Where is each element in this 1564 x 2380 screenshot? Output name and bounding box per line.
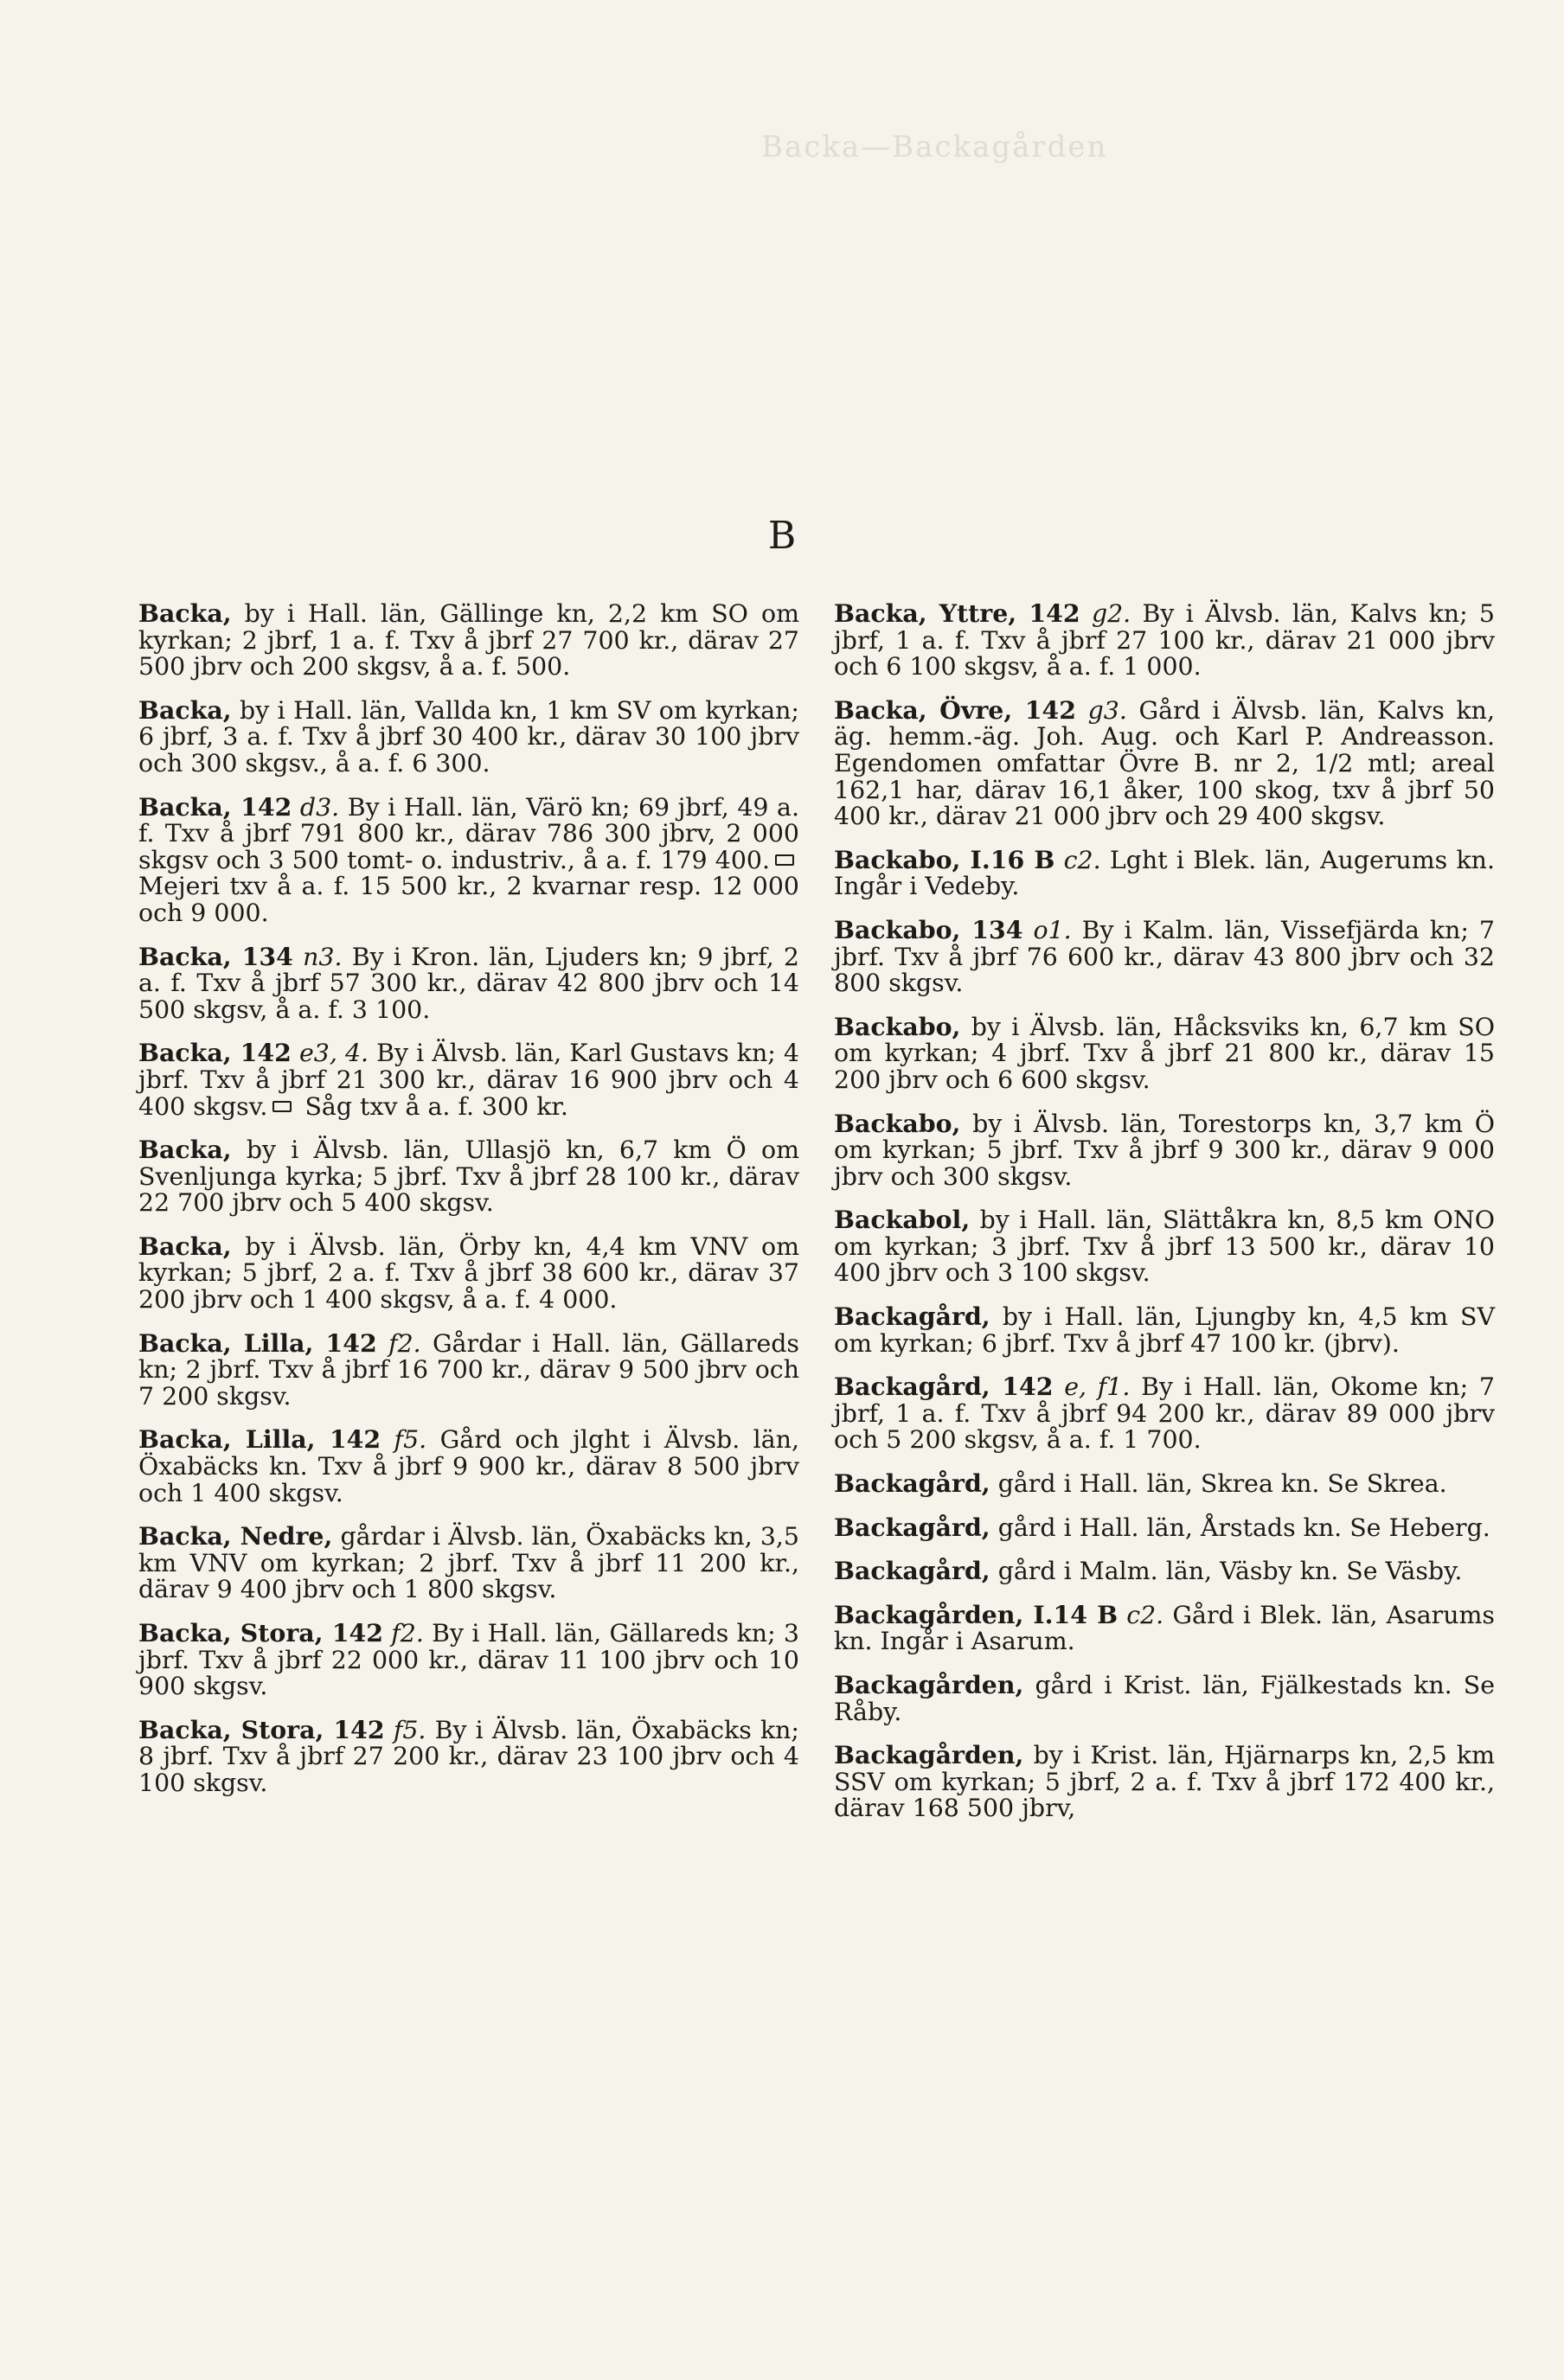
entry-headword: Backa, 142 [138,1038,292,1068]
entry-headword: Backabo, 134 [834,914,1023,944]
entry-text: By i Kalm. län, Vissefjärda kn; 7 jbrf. Txv å jbrf 76 600 kr., därav 43 800 jbrv och 32 800 skgsv. [834,915,1495,998]
entry-headword: Backagården, [834,1670,1024,1699]
entry-text: By i Kron. län, Ljuders kn; 9 jbrf, 2 a. f. Txv å jbrf 57 300 kr., därav 42 800 jbrv och 14 500 skgsv, å a. f. 3 100. [138,942,799,1024]
dictionary-entry [834,1470,1495,1498]
entry-headword: Backabo, [834,1011,961,1041]
right-column [834,600,1495,1839]
entry-text: by i Älvsb. län, Håcksviks kn, 6,7 km SO om kyrkan; 4 jbrf. Txv å jbrf 21 800 kr., därav 15 200 jbrv och 6 600 skgsv. [834,1012,1495,1094]
map-reference: g3. [1075,695,1127,725]
entry-headword: Backagården, [834,1740,1024,1770]
entry-headword: Backa, [138,694,232,725]
entry-headword: Backa, 142 [138,791,292,822]
map-reference: n3. [292,942,343,971]
dictionary-entry [834,1672,1495,1725]
entry-headword: Backa, [138,1135,232,1165]
map-reference: e3, 4. [291,1039,369,1068]
map-reference: c2. [1054,845,1101,874]
dictionary-entry [834,914,1495,998]
entry-headword: Backagården, I.14 B [834,1599,1119,1629]
entry-headword: Backa, Lilla, 142 [138,1424,381,1455]
dictionary-entry [138,1136,799,1217]
dictionary-entry [834,600,1495,681]
dictionary-entry [138,1426,799,1507]
dictionary-entry [834,694,1495,831]
entry-headword: Backa, Lilla, 142 [138,1328,377,1358]
dictionary-entry [138,1523,799,1603]
entry-headword: Backa, Nedre, [138,1521,333,1551]
entry-text: by i Älvsb. län, Ullasjö kn, 6,7 km Ö om Svenljunga kyrka; 5 jbrf. Txv å jbrf 28 100 kr., därav 22 700 jbrv och 5 400 skgsv. [138,1136,799,1218]
dictionary-entry [834,1742,1495,1822]
section-letter: B [767,514,797,558]
dictionary-entry [138,1620,799,1700]
entry-headword: Backa, 134 [138,941,293,971]
entry-text: Gård och jlght i Älvsb. län, Öxabäcks kn. Txv å jbrf 9 900 kr., därav 8 500 jbrv och 1 400 skgsv. [138,1425,799,1507]
dictionary-entry [834,1373,1495,1454]
entry-headword: Backa, Stora, 142 [138,1714,385,1744]
entry-text: By i Älvsb. län, Öxabäcks kn; 8 jbrf. Txv å jbrf 27 200 kr., därav 23 100 jbrv och 4 100 skgsv. [138,1715,800,1797]
entry-text: gård i Hall. län, Årstads kn. Se Heberg. [990,1513,1490,1542]
dictionary-entry [834,1206,1495,1287]
entry-text: by i Älvsb. län, Örby kn, 4,4 km VNV om kyrkan; 5 jbrf, 2 a. f. Txv å jbrf 38 600 kr., därav 37 200 jbrv och 1 400 skgsv, å a. f. 4 000. [138,1232,799,1315]
dictionary-entry [834,1110,1495,1191]
entry-text: by i Hall. län, Ljungby kn, 4,5 km SV om kyrkan; 6 jbrf. Txv å jbrf 47 100 kr. (jbrv). [834,1302,1495,1358]
dictionary-entry [138,694,799,777]
entry-text: by i Krist. län, Hjärnarps kn, 2,5 km SSV om kyrkan; 5 jbrf, 2 a. f. Txv å jbrf 172 400 kr., därav 168 500 jbrv, [834,1741,1495,1823]
dictionary-entry [834,844,1495,901]
map-reference: o1. [1022,915,1072,944]
left-column [138,600,799,1814]
entry-text: gårdar i Älvsb. län, Öxabäcks kn, 3,5 km VNV om kyrkan; 2 jbrf. Txv å jbrf 11 200 kr., därav 9 400 jbrv och 1 800 skgsv. [138,1522,799,1604]
entry-text: Gårdar i Hall. län, Gällareds kn; 2 jbrf. Txv å jbrf 16 700 kr., därav 9 500 jbrv och 7 200 skgsv. [138,1328,800,1411]
dictionary-entry [138,1233,799,1314]
map-reference: e, f1. [1053,1372,1131,1402]
entry-text: Gård i Älvsb. län, Kalvs kn, äg. hemm.-äg. Joh. Aug. och Karl P. Andreasson. Egendomen omfattar Övre B. nr 2, 1/2 mtl; areal 162,1 har, därav 16,1 åker, 100 skog, txv å jbrf 50 400 kr., därav 21 000 jbrv och 29 400 skgsv. [834,695,1495,831]
entry-text: by i Hall. län, Gällinge kn, 2,2 km SO om kyrkan; 2 jbrf, 1 a. f. Txv å jbrf 27 700 kr., därav 27 500 jbrv och 200 skgsv, å a. f. 500. [138,599,799,681]
entry-headword: Backa, Övre, 142 [834,694,1076,725]
entry-text: gård i Krist. län, Fjälkestads kn. Se Råby. [834,1671,1495,1726]
entry-headword: Backabo, I.16 B [834,844,1055,874]
entry-text: By i Älvsb. län, Karl Gustavs kn; 4 jbrf. Txv å jbrf 21 300 kr., därav 16 900 jbrv och 4 400 skgsv. [138,1039,799,1121]
dictionary-entry [138,1040,799,1120]
industry-symbol-icon [272,1101,292,1112]
entry-text: Gård i Blek. län, Asarums kn. Ingår i Asarum. [834,1600,1496,1656]
dictionary-entry [138,1330,799,1411]
faint-bleed-through-header [0,121,1564,259]
entry-headword: Backa, [138,598,232,628]
industry-symbol-icon [775,854,794,866]
dictionary-entry [834,1514,1495,1542]
entry-headword: Backa, Stora, 142 [138,1618,383,1647]
entry-text: by i Hall. län, Slättåkra kn, 8,5 km ONO om kyrkan; 3 jbrf. Txv å jbrf 13 500 kr., därav 10 400 jbrv och 3 100 skgsv. [834,1206,1495,1288]
dictionary-entry [834,1303,1495,1357]
map-reference: c2. [1118,1600,1164,1629]
dictionary-entry [138,791,799,927]
entry-text: By i Hall. län, Gällareds kn; 3 jbrf. Txv å jbrf 22 000 kr., därav 11 100 jbrv och 10 900 skgsv. [138,1619,799,1701]
entry-text: gård i Malm. län, Väsby kn. Se Väsby. [990,1557,1463,1586]
dictionary-entry [138,941,799,1024]
dictionary-entry [138,1714,800,1797]
map-reference: f5. [384,1715,426,1744]
map-reference: f2. [376,1328,421,1358]
map-reference: g2. [1080,599,1131,628]
entry-text: Lght i Blek. län, Augerums kn. Ingår i Vedeby. [834,845,1495,901]
dictionary-entry [138,600,799,681]
entry-text: By i Älvsb. län, Kalvs kn; 5 jbrf, 1 a. f. Txv å jbrf 27 100 kr., därav 21 000 jbrv och 6 100 skgsv, å a. f. 1 000. [834,599,1495,681]
entry-headword: Backa, [138,1231,232,1261]
entry-headword: Backagård, 142 [834,1372,1054,1402]
entry-headword: Backagård, [834,1468,990,1499]
entry-headword: Backabol, [834,1205,971,1235]
entry-headword: Backagård, [834,1512,990,1542]
map-reference: d3. [292,792,340,822]
entry-headword: Backabo, [834,1108,961,1138]
faint-header-text: Backa—Backagården [761,130,1108,164]
dictionary-entry [834,1011,1495,1094]
entry-text-continued: Mejeri txv å a. f. 15 500 kr., 2 kvarnar resp. 12 000 och 9 000. [138,872,799,927]
map-reference: f2. [382,1619,424,1647]
entry-text: By i Hall. län, Värö kn; 69 jbrf, 49 a. f. Txv å jbrf 791 800 kr., därav 786 300 jbrv, 2 000 skgsv och 3 500 tomt- o. industriv., å a. f. 179 400. [138,792,799,874]
entry-text-continued: Såg txv å a. f. 300 kr. [297,1091,568,1121]
entry-headword: Backagård, [834,1556,990,1586]
dictionary-entry [834,1558,1495,1585]
entry-headword: Backa, Yttre, 142 [834,598,1080,628]
entry-text: by i Hall. län, Vallda kn, 1 km SV om kyrkan; 6 jbrf, 3 a. f. Txv å jbrf 30 400 kr., därav 30 100 jbrv och 300 skgsv., å a. f. 6 300. [138,695,799,777]
entry-text: By i Hall. län, Okome kn; 7 jbrf, 1 a. f. Txv å jbrf 94 200 kr., därav 89 000 jbrv och 5 200 skgsv, å a. f. 1 700. [834,1372,1495,1455]
entry-text: gård i Hall. län, Skrea kn. Se Skrea. [990,1469,1447,1499]
entry-text: by i Älvsb. län, Torestorps kn, 3,7 km Ö om kyrkan; 5 jbrf. Txv å jbrf 9 300 kr., därav 9 000 jbrv och 300 skgsv. [834,1109,1495,1191]
map-reference: f5. [381,1425,427,1455]
entry-headword: Backagård, [834,1302,990,1332]
dictionary-entry [834,1599,1496,1656]
